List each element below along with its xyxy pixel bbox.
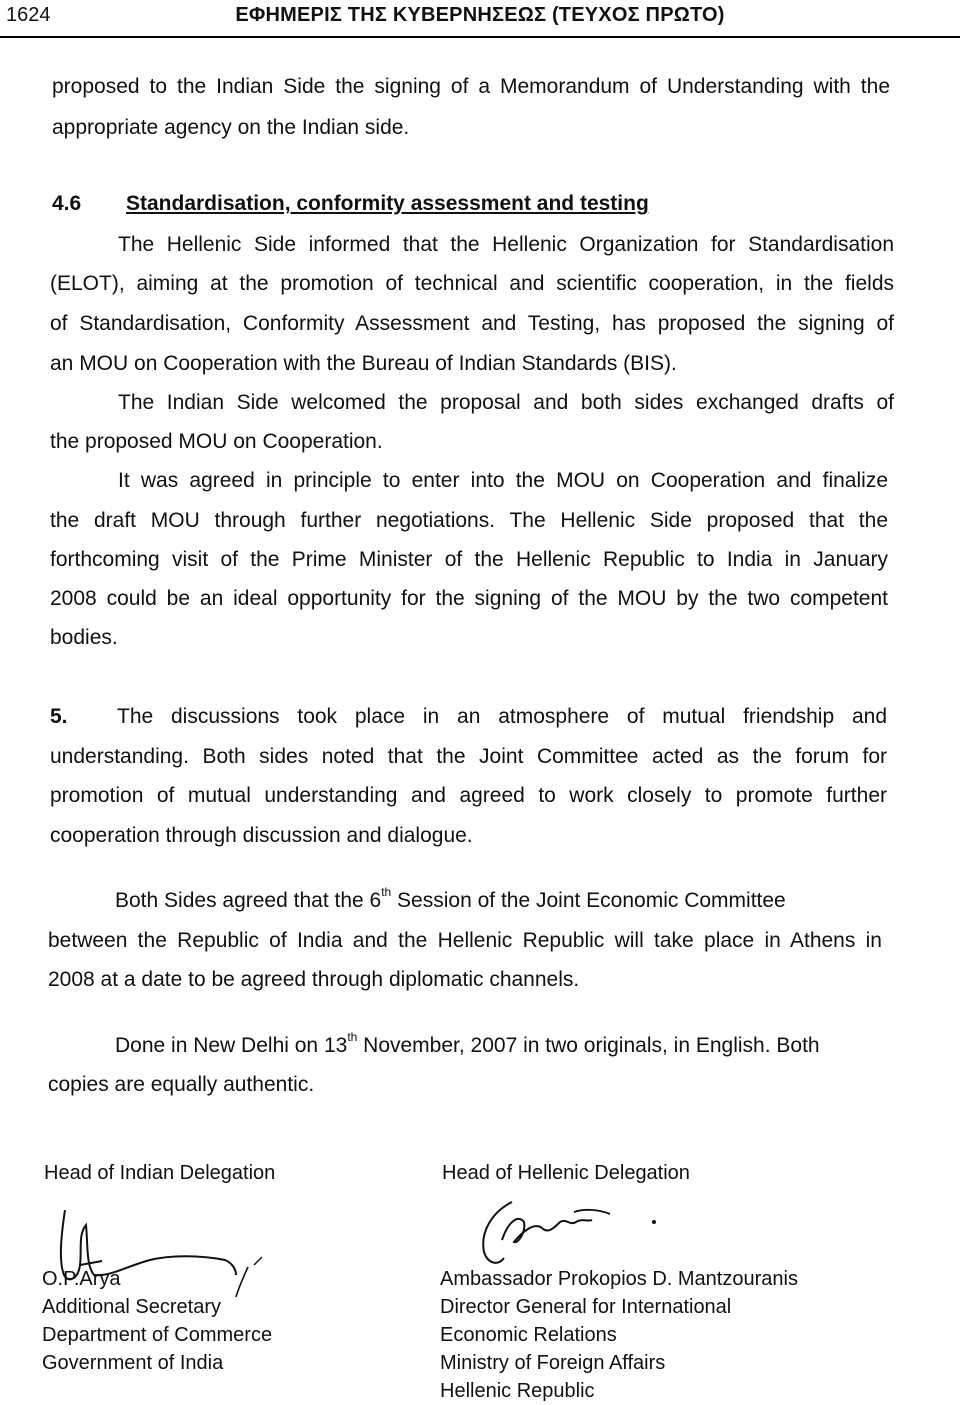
para3-line-3: forthcoming visit of the Prime Minister of the Hellenic Republic to India in January [50, 548, 888, 571]
hellenic-signatory-republic: Hellenic Republic [440, 1380, 595, 1402]
para2-line-2: the proposed MOU on Cooperation. [50, 430, 383, 453]
indian-signatory-block [42, 1265, 272, 1377]
section-5-number: 5. [50, 705, 68, 728]
para3-line-1: It was agreed in principle to enter into the MOU on Cooperation and finalize [118, 469, 888, 492]
section5-line-2: understanding. Both sides noted that the Joint Committee acted as the forum for [50, 745, 887, 768]
gazette-title: ΕΦΗΜΕΡΙΣ ΤΗΣ ΚΥΒΕΡΝΗΣΕΩΣ (ΤΕΥΧΟΣ ΠΡΩΤΟ) [235, 4, 725, 26]
intro-line-1: proposed to the Indian Side the signing of a Memorandum of Understanding with the [52, 75, 890, 98]
para3-line-5: bodies. [50, 626, 118, 649]
para3-line-2: the draft MOU through further negotiations. The Hellenic Side proposed that the [50, 509, 888, 532]
page-header [0, 0, 960, 38]
indian-delegation-heading: Head of Indian Delegation [44, 1162, 276, 1184]
hellenic-signatory-name: Ambassador Prokopios D. Mantzouranis [440, 1268, 798, 1290]
hellenic-signatory-title-2: Economic Relations [440, 1324, 617, 1346]
page-number: 1624 [6, 4, 51, 26]
done-line-1: Done in New Delhi on 13th November, 2007 in two originals, in English. Both [115, 1030, 820, 1057]
section-heading: Standardisation, conformity assessment and testing [126, 192, 649, 215]
indian-signatory-title: Additional Secretary [42, 1296, 221, 1318]
para1-line-4: an MOU on Cooperation with the Bureau of Indian Standards (BIS). [50, 352, 677, 375]
next-session-line-3: 2008 at a date to be agreed through diplomatic channels. [48, 968, 580, 991]
done-line-2: copies are equally authentic. [48, 1073, 315, 1096]
hellenic-delegation-heading: Head of Hellenic Delegation [442, 1162, 690, 1184]
para1-line-2: (ELOT), aiming at the promotion of technical and scientific cooperation, in the fields [50, 272, 894, 295]
section5-line-1: The discussions took place in an atmosphere of mutual friendship and [117, 705, 887, 728]
next-session-line-1: Both Sides agreed that the 6th Session of the Joint Economic Committee [115, 885, 786, 912]
para1-line-3: of Standardisation, Conformity Assessment and Testing, has proposed the signing of [50, 312, 894, 335]
para3-line-4: 2008 could be an ideal opportunity for the signing of the MOU by the two competent [50, 587, 888, 610]
intro-line-2: appropriate agency on the Indian side. [52, 116, 410, 139]
indian-signatory-government: Government of India [42, 1352, 224, 1374]
section5-line-3: promotion of mutual understanding and agreed to work closely to promote further [50, 784, 887, 807]
hellenic-signatory-title: Director General for International [440, 1296, 732, 1318]
hellenic-signatory-block [440, 1265, 798, 1405]
section-number: 4.6 [52, 192, 82, 215]
para1-line-1: The Hellenic Side informed that the Hellenic Organization for Standardisation [118, 233, 894, 256]
hellenic-signatory-ministry: Ministry of Foreign Affairs [440, 1352, 666, 1374]
next-session-line-2: between the Republic of India and the Hellenic Republic will take place in Athens in [48, 929, 882, 952]
hellenic-signature [462, 1192, 662, 1272]
para2-line-1: The Indian Side welcomed the proposal and both sides exchanged drafts of [118, 391, 894, 414]
indian-signatory-name: O.P.Arya [42, 1268, 121, 1290]
section5-line-4: cooperation through discussion and dialogue. [50, 824, 473, 847]
indian-signatory-department: Department of Commerce [42, 1324, 273, 1346]
